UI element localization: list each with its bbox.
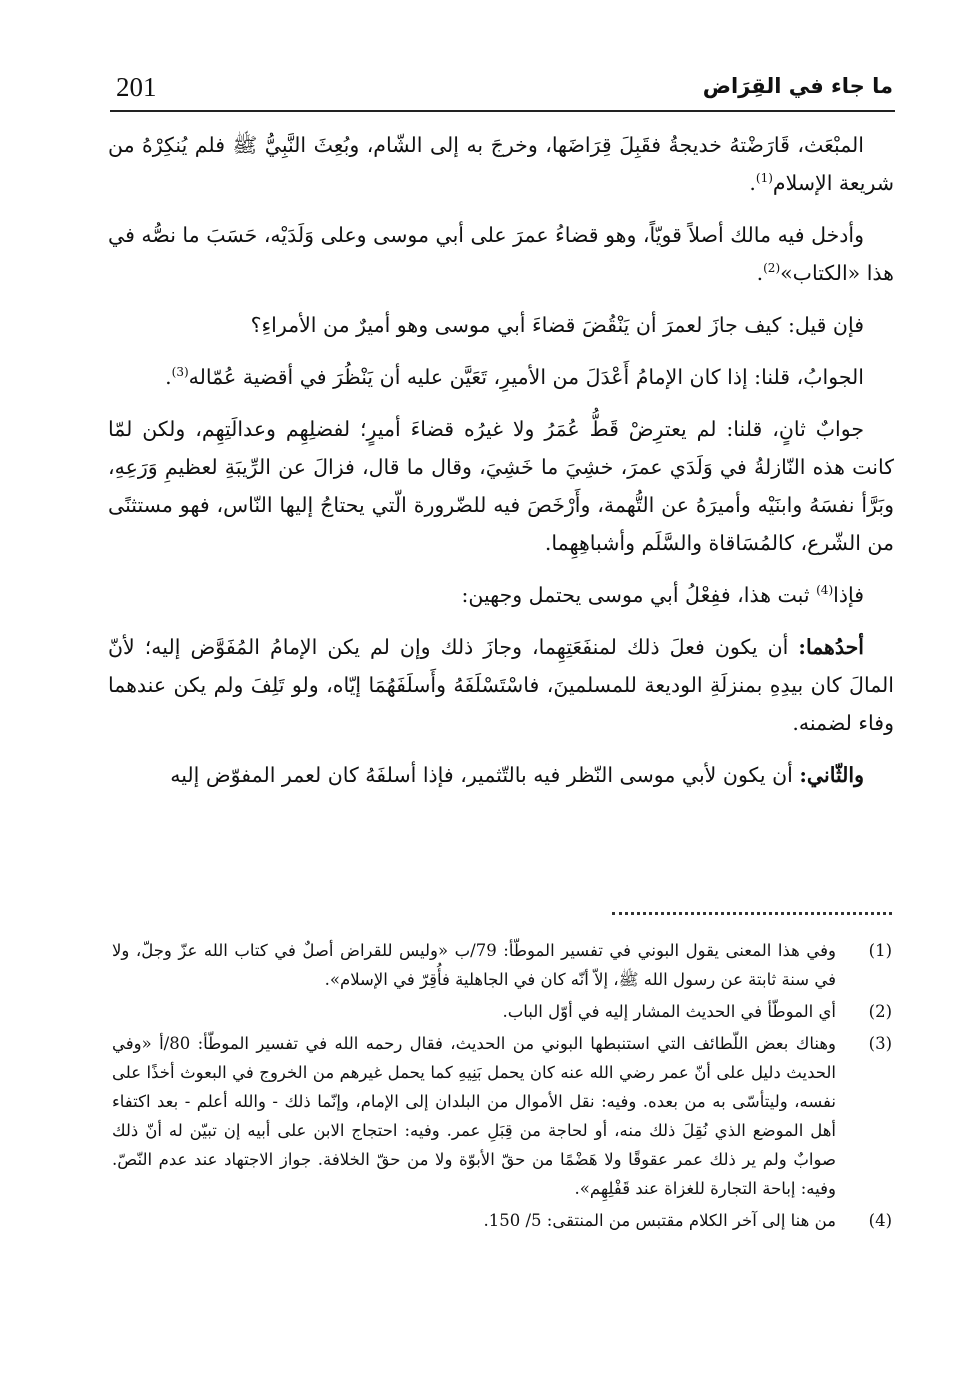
paragraph-4: [108, 358, 894, 396]
footnote-text: وفي هذا المعنى يقول البوني في تفسير الموطّأ: 79/ب «وليس للقراض أصلٌ في كتاب الله عزّ وجلّ، ولا في سنة ثابتة عن رسول الله ﷺ، إلاّ أنّه كان في الجاهلية فأُقِرّ في الإسلام».: [112, 941, 836, 989]
paragraph-end: .: [165, 365, 172, 389]
main-text: [108, 126, 894, 808]
footnote-4: [112, 1206, 892, 1235]
paragraph-text: ثبت هذا، ففِعْلُ أبي موسى يحتمل وجهين:: [461, 583, 810, 607]
footnote-text: من هنا إلى آخر الكلام مقتبس من المنتقى: 5/ 150.: [483, 1211, 836, 1230]
footnote-ref: (1): [755, 171, 773, 186]
footnote-2: [112, 997, 892, 1026]
paragraph-lead: أحدُهما:: [798, 635, 864, 659]
footnote-text: وهناك بعض اللّطائف التي استنبطها البوني من الحديث، فقال رحمه الله في تفسير الموطّأ: 80/أ «وفي الحديث دليل على أنّ عمر رضي الله عنه كان يحمل بَنِيهِ كما يحمل غيرهم من الخروج في البعوث أخذًا على نفسه، وليتأسّى به من بعده. وفيه: نقل الأموال من البلدان إلى الإمام، وإنّما ذلك - والله أعلم - بعد اكتفاء أهل الموضع الذي نُقِلَ ذلك منه، أو لحاجة من قِبَلِ عمر. وفيه: احتجاج الابن على أبيه إن تبيّن له أنّ ذلك صوابٌ ولم ير ذلك عمر عقوقًا ولا هَضْمًا من حقّ الأبوّة ولا من حقّ الخلافة. جواز الاجتهاد عند عدم النّصّ. وفيه: إباحة التجارة للغزاة عند قَفْلِهِم».: [112, 1034, 836, 1198]
footnote-ref: (4): [816, 583, 834, 598]
paragraph-lead: فإذا: [833, 583, 864, 607]
running-title: ما جاء في القِرَاض: [702, 74, 893, 98]
paragraph-text: وأدخل فيه مالك أصلاً قويّاً، وهو قضاءُ عمرَ على أبي موسى وعلى وَلَدَيْه، حَسَبَ ما نصُّه في هذا «الكتاب»: [108, 223, 894, 285]
paragraph-5: [108, 410, 894, 562]
paragraph-6: [108, 576, 894, 614]
footnotes: [112, 936, 892, 1238]
footnote-number: (4): [868, 1211, 892, 1230]
paragraph-3: [108, 306, 894, 344]
footnote-1: [112, 936, 892, 994]
footnote-separator: [612, 912, 892, 915]
paragraph-2: [108, 216, 894, 292]
footnote-number: (3): [868, 1034, 892, 1053]
footnote-number: (1): [868, 941, 892, 960]
paragraph-end: .: [756, 261, 764, 285]
paragraph-8: [108, 756, 894, 794]
paragraph-text: فإن قيل: كيف جازَ لعمرَ أن يَنْقُضَ قضاءَ أبي موسى وهو أميرٌ من الأمراءِ؟: [250, 313, 864, 337]
paragraph-text: جوابٌ ثانٍ، قلنا: لم يعترِضْ قَطُّ عُمَرُ ولا غيرُه قضاءَ أميرٍ؛ لفضلِهِم وعدالَتِهِم، ولكن لمّا كانت هذه النّازلةُ في وَلَدَي عمرَ، خشِيَ ما خَشِيَ، وقال ما قال، فزالَ عن الرِّيبَةِ لعظيمِ وَرَعِهِ، وبَرَّأ نفسَهُ وابنَيْه وأميرَهُ عن التُّهمة، وأَرْخَصَ فيه للضّرورة الّتي يحتاجُ إليها النّاس، فهو مستثنًى من الشّرع، كالمُسَاقاة والسَّلَم وأشباهِهِما.: [108, 417, 894, 555]
paragraph-lead: والثّاني:: [799, 763, 864, 787]
footnote-ref: (3): [171, 365, 189, 380]
footnote-ref: (2): [763, 261, 781, 276]
paragraph-end: .: [749, 171, 756, 195]
footnote-text: أي الموطّأ في الحديث المشار إليه في أوّل الباب.: [502, 1002, 836, 1021]
footnote-3: [112, 1029, 892, 1203]
paragraph-7: [108, 628, 894, 742]
paragraph-text: الجوابُ، قلنا: إذا كان الإمامُ أَعْدَلَ من الأميرِ، تَعَيَّن عليه أن يَنْظُرَ في أقضية عُمّاله: [188, 365, 864, 389]
paragraph-text: المبْعَث، قَارَضْتهُ خديجةُ فقَبِلَ قِرَاضَها، وخرجَ به إلى الشّام، وبُعِثَ النَّبِيُّ ﷺ فلم يُنكِرْهُ من شريعة الإسلام: [108, 133, 894, 195]
paragraph-1: [108, 126, 894, 202]
paragraph-text: أن يكون فعلَ ذلك لمنفَعَتِهِما، وجازَ ذلك وإن لم يكن الإمامُ المُفَوَّض إليه؛ لأنّ المالَ كان بيدِهِ بمنزلَةِ الوديعة للمسلمينَ، فاسْتَسْلَفَهُ وأَسلَفَهُمَا إيّاه، ولو تَلِفَ ولم يكن عندهما وفاء لضمنه.: [108, 635, 894, 735]
page-header: [110, 70, 895, 112]
footnote-number: (2): [868, 1002, 892, 1021]
page-number: 201: [116, 72, 157, 102]
paragraph-text: أن يكون لأبي موسى النّظر فيه بالتّثمير، فإذا أسلفَهُ كان لعمر المفوّض إليه: [170, 763, 793, 787]
